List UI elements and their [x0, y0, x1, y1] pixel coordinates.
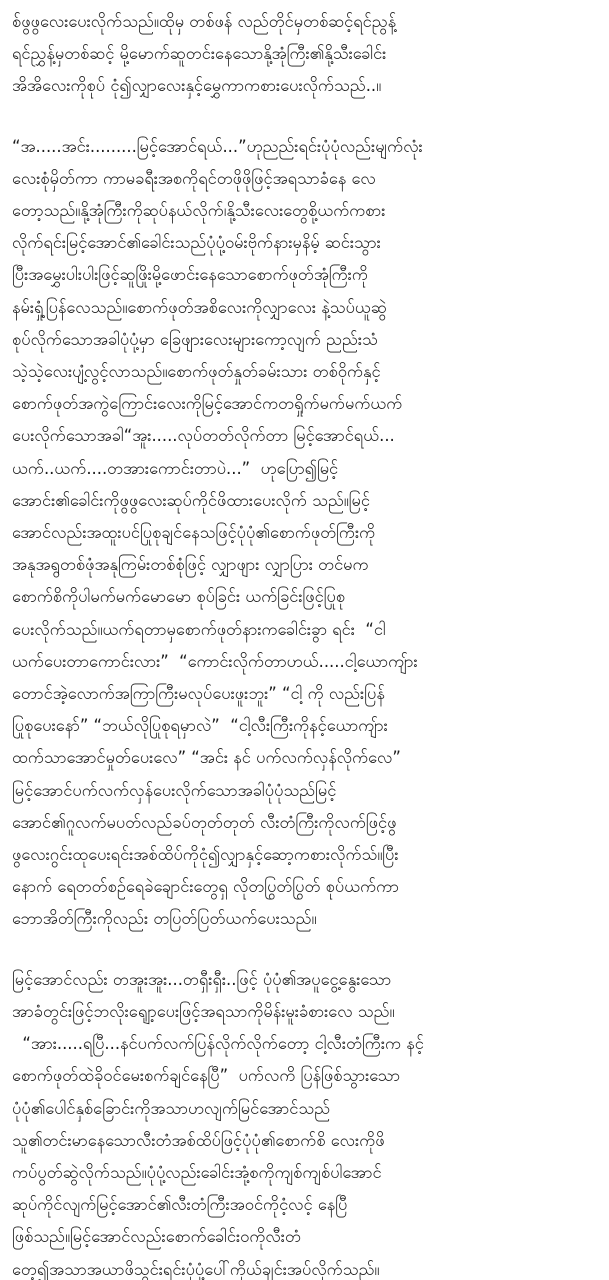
paragraph-1: စ်ဖွဖွလေးပေးလိုက်သည်။ထိုမှ တစ်ဖန် လည်တိုင်မှတစ်ဆင့်ရင်ညွန့် ရင်ညွှန့်မှတစ်ဆင့် မို့မောက်ဆူတင်းနေသောနို့အုံကြီး၏နို့သီးခေါင်း အိအိလေးကိုစုပ် ငုံ၍လျှာလေးနှင့်မွှေကာကစားပေးလိုက်သည်..။ [12, 12, 397, 96]
paragraph-2: “အ.....အင်း.........မြင့်အောင်ရယ်...”ဟုညည်းရင်းပုံပုံလည်းမျက်လုံး လေးစုံမှိတ်ကာ ကာမခရီးအစကိုရင်တဖိုဖိုဖြင့်အရသာခံနေ လေ တော့သည်။နို့အုံကြီးကိုဆုပ်နယ်လိုက်၊နို့သီးလေးတွေစို့ယက်ကစား လိုက်ရင်းမြင့်အောင်၏ခေါင်းသည်ပုံပုံ့ဝမ်းဗိုက်နားမှနိမ့် ဆင်းသွား ပြီးအမွှေးပါးပါးဖြင့်ဆူဖြိုးမို့ဖောင်းနေသောစောက်ဖုတ်အုံကြီးကို နမ်းရှုံ့ပြန်လေသည်။စောက်ဖုတ်အစိလေးကိုလျှာလေး နဲ့သပ်ယူဆွဲ စုပ်လိုက်သောအခါပုံပုံ့မှာ ခြေဖျားလေးများကော့လျက် ညည်းသံ သဲ့သဲ့လေးပျံ့လွင့်လာသည်။စောက်ဖုတ်နှုတ်ခမ်းသား တစ်ဝိုက်နှင့် စောက်ဖုတ်အကွဲကြောင်းလေးကိုမြင့်အောင်ကတရှိုက်မက်မက်ယက် ပေးလိုက်သောအခါ“အူး.....လုပ်တတ်လိုက်တာ မြင့်အောင်ရယ်... ယက်..ယက်....တအားကောင်းတာပဲ...” ဟုပြော၍မြင့် အောင်း၏ခေါင်းကိုဖွဖွလေးဆုပ်ကိုင်ဖိထားပေးလိုက် သည်။မြင့် အောင်လည်းအထူးပင်ပြုစုချင်နေသဖြင့်ပုံပုံ၏စောက်ဖုတ်ကြီးကို အနုအရွတစ်ဖုံအနုကြမ်းတစ်စုံဖြင့် လျှာဖျား လျှာပြား တင်မက စောက်စိကိုပါမက်မက်မောမော စုပ်ခြင်း ယက်ခြင်းဖြင့်ပြုစု ပေးလိုက်သည်။ယက်ရတာမှစောက်ဖုတ်နားကခေါင်းခွာ ရင်း “ငါ ယက်ပေးတာကောင်းလား” “ကောင်းလိုက်တာဟယ်.....ငါ့ယောကျ်ား တောင်အဲ့လောက်အကြာကြီးမလုပ်ပေးဖူးဘူး” “ငါ့ ကို လည်းပြန် ပြုစုပေးနော်” “ဘယ်လိုပြုစုရမှာလဲ” “ငါ့လီးကြီးကိုနင့်ယောကျ်ား ထက်သာအောင်မှုတ်ပေးလေ” “အင်း နင် ပက်လက်လှန်လိုက်လေ” မြင့်အောင်ပက်လက်လှန်ပေးလိုက်သောအခါပုံပုံသည်မြင့် အောင်၏ဂူလက်မပတ်လည်ခပ်တုတ်တုတ် လီးတံကြီးကိုလက်ဖြင့်ဖွ ဖွလေးဂွင်းထုပေးရင်းအစ်ထိပ်ကိုငုံ၍လျှာနှင့်ဆော့ကစားလိုက်သ်။ပြီး နောက် ရေတတ်စဉ်ရေခဲချောင်းတွေရှ လိုတပြွတ်ပြွတ် စုပ်ယက်ကာ ဘောအိတ်ကြီးကိုလည်း တပြတ်ပြတ်ယက်ပေးသည်။ [12, 136, 423, 929]
paragraph-3: မြင့်အောင်လည်း တအူးအူး...တရှီးရှီး..ဖြင့် ပုံပုံ၏အပူငွေ့နွေးသော အာခံတွင်းဖြင့်ဘလိုးရျော့ပေးဖြင့်အရသာကိုမိန်းမူးခံစားလေ သည်။ “အား.....ရပြီ...နင်ပက်လက်ပြန်လိုက်လိုက်တော့ ငါ့လီးတံကြီးက နင့် စောက်ဖုတ်ထဲခိုဝင်မေးစက်ချင်နေပြီ” ပက်လကိ ပြန်ဖြစ်သွားသော ပုံပုံ၏ပေါင်နှစ်ခြောင်းကိုအသာဟလျက်မြင်အောင်သည် သူ၏တင်းမာနေသောလီးတံအစ်ထိပ်ဖြင့်ပုံပုံ၏စောက်စိ လေးကိုဖိ ကပ်ပွတ်ဆွဲလိုက်သည်။ပုံပုံ့လည်းခေါင်းအုံ့စကိုကျစ်ကျစ်ပါအောင် ဆုပ်ကိုင်လျက်မြင့်အောင်၏လီးတံကြီးအဝင်ကိုငံ့လင့် နေပြီ ဖြစ်သည်။မြင့်အောင်လည်းစောက်ခေါင်းဝကိုလီးတံ တေ့၍အသာအယာဖိသွင်းရင်းပုံပုံ့ပေါ်ကိုယ်ချင်းအပ်လိုက်သည်။ [12, 969, 424, 1279]
paragraph-gap [12, 103, 597, 131]
paragraph-gap [12, 936, 597, 964]
